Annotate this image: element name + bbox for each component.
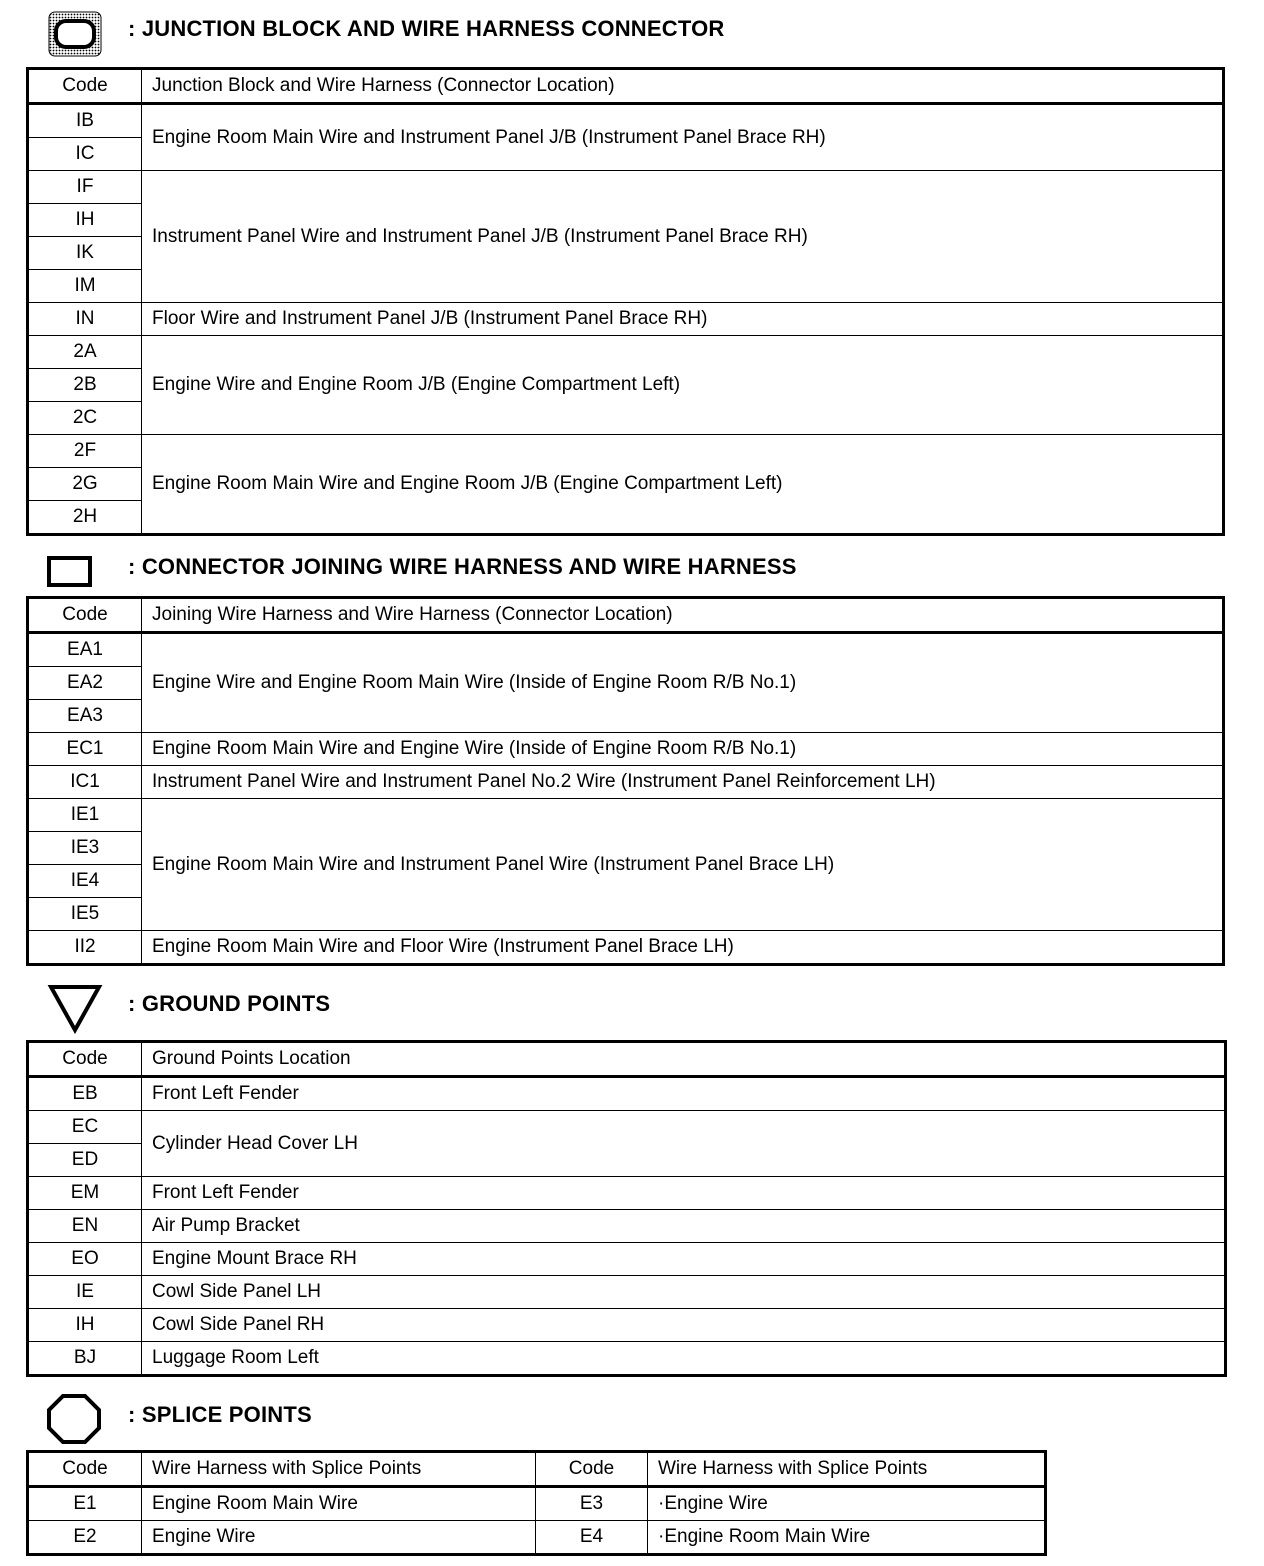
table-row	[28, 104, 1224, 138]
description-cell: Engine Wire and Engine Room Main Wire (Inside of Engine Room R/B No.1)	[142, 633, 1224, 733]
connector-section-title: : CONNECTOR JOINING WIRE HARNESS AND WIRE HARNESS	[128, 554, 797, 579]
code-cell: IE5	[28, 898, 142, 931]
description-cell: ·Engine Room Main Wire	[648, 1521, 1046, 1555]
code-cell: IF	[28, 171, 142, 204]
code-cell: E3	[536, 1487, 648, 1521]
table-row	[28, 336, 1224, 369]
code-cell: IE4	[28, 865, 142, 898]
description-cell: Engine Room Main Wire and Instrument Panel Wire (Instrument Panel Brace LH)	[142, 799, 1224, 931]
description-cell: Front Left Fender	[142, 1177, 1226, 1210]
table-row	[28, 303, 1224, 336]
code-cell: IN	[28, 303, 142, 336]
code-cell: IK	[28, 237, 142, 270]
code-cell: IM	[28, 270, 142, 303]
code-cell: IE3	[28, 832, 142, 865]
header-code: Code	[28, 598, 142, 633]
code-cell: E4	[536, 1521, 648, 1555]
code-cell: EO	[28, 1243, 142, 1276]
table-header-row	[28, 1042, 1226, 1077]
header-code: Code	[536, 1452, 648, 1487]
code-cell: 2H	[28, 501, 142, 535]
table-row	[28, 171, 1224, 204]
code-cell: IE1	[28, 799, 142, 832]
description-cell: Engine Wire	[142, 1521, 536, 1555]
description-cell: Cylinder Head Cover LH	[142, 1111, 1226, 1177]
description-cell: ·Engine Wire	[648, 1487, 1046, 1521]
table-row	[28, 1487, 1046, 1521]
rectangle-connector-icon	[46, 553, 94, 589]
code-cell: II2	[28, 931, 142, 965]
table-row	[28, 1243, 1226, 1276]
header-description: Wire Harness with Splice Points	[648, 1452, 1046, 1487]
code-cell: EC1	[28, 733, 142, 766]
header-description: Ground Points Location	[142, 1042, 1226, 1077]
code-cell: 2F	[28, 435, 142, 468]
code-cell: EA2	[28, 667, 142, 700]
table-row	[28, 766, 1224, 799]
code-cell: EB	[28, 1077, 142, 1111]
description-cell: Engine Room Main Wire and Floor Wire (Instrument Panel Brace LH)	[142, 931, 1224, 965]
description-cell: Luggage Room Left	[142, 1342, 1226, 1376]
header-description: Junction Block and Wire Harness (Connector Location)	[142, 69, 1224, 104]
code-cell: EA3	[28, 700, 142, 733]
description-cell: Cowl Side Panel LH	[142, 1276, 1226, 1309]
header-code: Code	[28, 69, 142, 104]
table-row	[28, 1309, 1226, 1342]
table-row	[28, 1111, 1226, 1144]
code-cell: IC	[28, 138, 142, 171]
description-cell: Instrument Panel Wire and Instrument Panel No.2 Wire (Instrument Panel Reinforcement LH)	[142, 766, 1224, 799]
code-cell: EN	[28, 1210, 142, 1243]
code-cell: ED	[28, 1144, 142, 1177]
description-cell: Front Left Fender	[142, 1077, 1226, 1111]
table-header-row	[28, 1452, 1046, 1487]
table-row	[28, 1276, 1226, 1309]
code-cell: 2B	[28, 369, 142, 402]
code-cell: EM	[28, 1177, 142, 1210]
splice-table	[26, 1450, 1047, 1556]
connector-table	[26, 596, 1225, 966]
code-cell: IH	[28, 1309, 142, 1342]
octagon-splice-icon	[46, 1393, 102, 1445]
code-cell: IB	[28, 104, 142, 138]
ground-table	[26, 1040, 1227, 1377]
table-row	[28, 1210, 1226, 1243]
code-cell: 2G	[28, 468, 142, 501]
table-header-row	[28, 598, 1224, 633]
description-cell: Engine Mount Brace RH	[142, 1243, 1226, 1276]
code-cell: E1	[28, 1487, 142, 1521]
code-cell: EC	[28, 1111, 142, 1144]
code-cell: IC1	[28, 766, 142, 799]
header-code: Code	[28, 1042, 142, 1077]
code-cell: IE	[28, 1276, 142, 1309]
header-code: Code	[28, 1452, 142, 1487]
description-cell: Instrument Panel Wire and Instrument Panel J/B (Instrument Panel Brace RH)	[142, 171, 1224, 303]
table-header-row	[28, 69, 1224, 104]
table-row	[28, 799, 1224, 832]
description-cell: Engine Room Main Wire	[142, 1487, 536, 1521]
table-row	[28, 435, 1224, 468]
code-cell: 2A	[28, 336, 142, 369]
code-cell: BJ	[28, 1342, 142, 1376]
ground-section-title: : GROUND POINTS	[128, 991, 331, 1016]
table-row	[28, 1077, 1226, 1111]
table-row	[28, 633, 1224, 667]
code-cell: E2	[28, 1521, 142, 1555]
table-row	[28, 1342, 1226, 1376]
splice-section-title: : SPLICE POINTS	[128, 1402, 312, 1427]
header-description: Wire Harness with Splice Points	[142, 1452, 536, 1487]
table-row	[28, 1177, 1226, 1210]
triangle-ground-icon	[46, 982, 104, 1034]
junction-block-icon	[46, 10, 104, 58]
description-cell: Engine Wire and Engine Room J/B (Engine Compartment Left)	[142, 336, 1224, 435]
description-cell: Cowl Side Panel RH	[142, 1309, 1226, 1342]
description-cell: Air Pump Bracket	[142, 1210, 1226, 1243]
code-cell: IH	[28, 204, 142, 237]
code-cell: EA1	[28, 633, 142, 667]
description-cell: Engine Room Main Wire and Engine Wire (Inside of Engine Room R/B No.1)	[142, 733, 1224, 766]
description-cell: Floor Wire and Instrument Panel J/B (Instrument Panel Brace RH)	[142, 303, 1224, 336]
junction-table	[26, 67, 1225, 536]
description-cell: Engine Room Main Wire and Engine Room J/B (Engine Compartment Left)	[142, 435, 1224, 535]
code-cell: 2C	[28, 402, 142, 435]
table-row	[28, 1521, 1046, 1555]
table-row	[28, 733, 1224, 766]
table-row	[28, 931, 1224, 965]
junction-section-title: : JUNCTION BLOCK AND WIRE HARNESS CONNECTOR	[128, 16, 725, 41]
header-description: Joining Wire Harness and Wire Harness (Connector Location)	[142, 598, 1224, 633]
description-cell: Engine Room Main Wire and Instrument Panel J/B (Instrument Panel Brace RH)	[142, 104, 1224, 171]
